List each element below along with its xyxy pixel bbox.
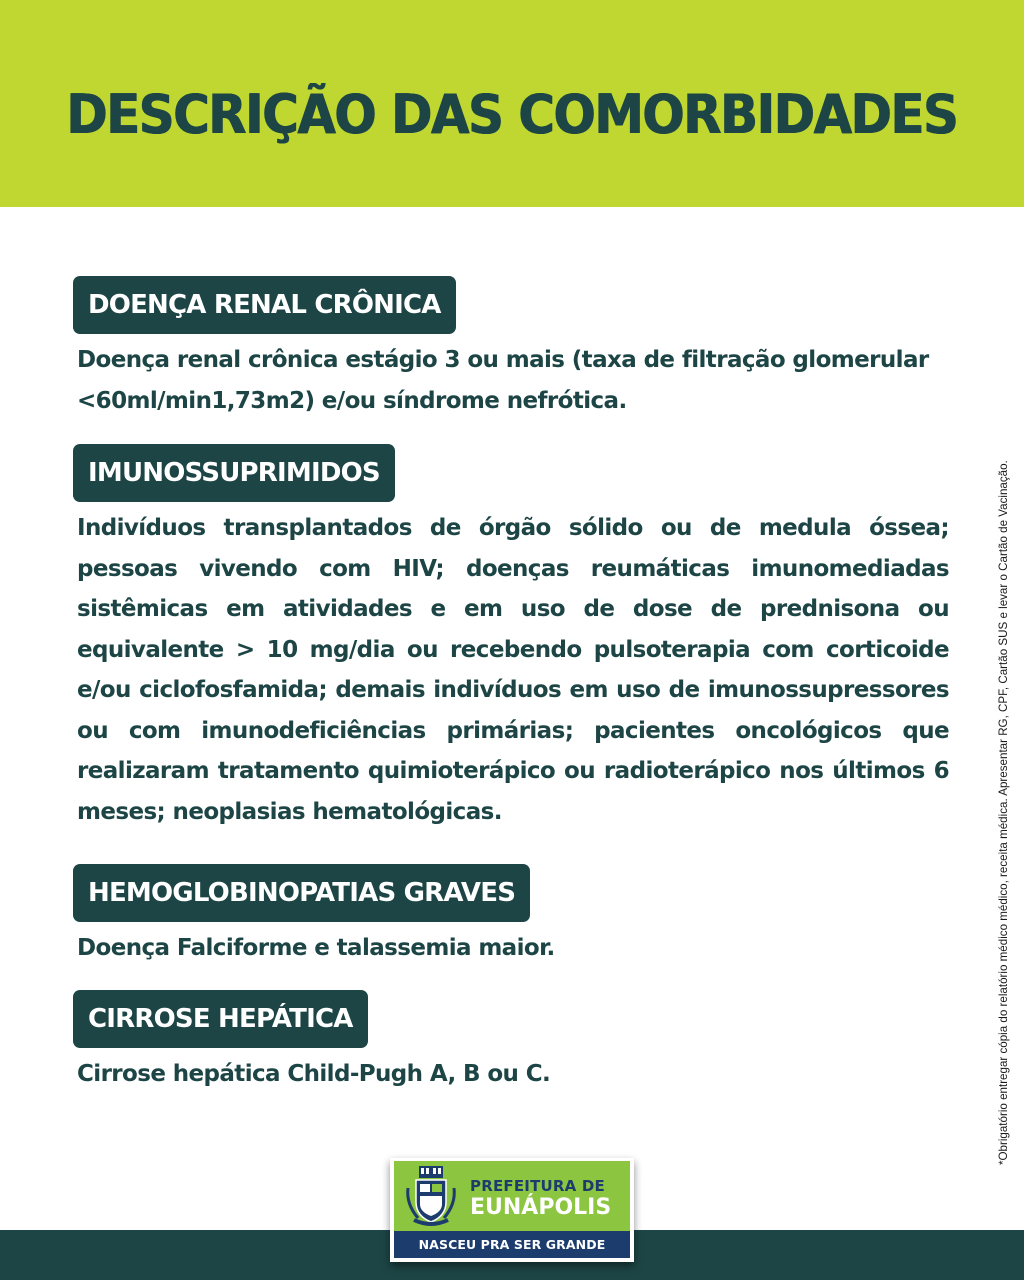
- logo-slogan: NASCEU PRA SER GRANDE: [394, 1231, 630, 1258]
- header-band: [0, 0, 1024, 207]
- section-title-badge: CIRROSE HEPÁTICA: [73, 990, 368, 1048]
- municipal-crest-icon: [402, 1164, 460, 1228]
- section-description: Indivíduos transplantados de órgão sólido ou de medula óssea; pessoas vivendo com HIV; doenças reumáticas imunomediadas sistêmicas em atividades e em uso de dose de prednisona ou equivalente > 10 mg/dia ou recebendo pulsoterapia com corticoide e/ou ciclofosfamida; demais indivíduos em uso de imunossupressores ou com imunodeficiências primárias; pacientes oncológicos que realizaram tratamento quimioterápico ou radioterápico nos últimos 6 meses; neoplasias hematológicas.: [77, 515, 949, 825]
- logo-line2: EUNÁPOLIS: [470, 1195, 612, 1220]
- logo-line1: PREFEITURA DE: [470, 1177, 605, 1195]
- page-title: DESCRIÇÃO DAS COMORBIDADES: [66, 83, 958, 146]
- side-note-text: *Obrigatório entregar cópia do relatório médico médico, receita médica. Apresentar RG, CPF, Cartão SUS e levar o Cartão de Vacinação.: [997, 460, 1010, 1165]
- section-title-badge: IMUNOSSUPRIMIDOS: [73, 444, 395, 502]
- prefeitura-logo: [390, 1158, 634, 1262]
- logo-top-panel: [394, 1161, 630, 1231]
- section-cirrose-hepatica: [73, 990, 949, 1095]
- section-title-badge: HEMOGLOBINOPATIAS GRAVES: [73, 864, 530, 922]
- section-doenca-renal-cronica: [73, 276, 949, 421]
- side-note: [990, 290, 1020, 1165]
- section-description: Cirrose hepática Child-Pugh A, B ou C.: [77, 1061, 551, 1087]
- section-description: Doença renal crônica estágio 3 ou mais (taxa de filtração glomerular <60ml/min1,73m2) e/ou síndrome nefrótica.: [77, 347, 929, 414]
- section-imunossuprimidos: [73, 444, 949, 832]
- section-title-badge: DOENÇA RENAL CRÔNICA: [73, 276, 456, 334]
- section-hemoglobinopatias-graves: [73, 864, 949, 969]
- section-description: Doença Falciforme e talassemia maior.: [77, 935, 555, 961]
